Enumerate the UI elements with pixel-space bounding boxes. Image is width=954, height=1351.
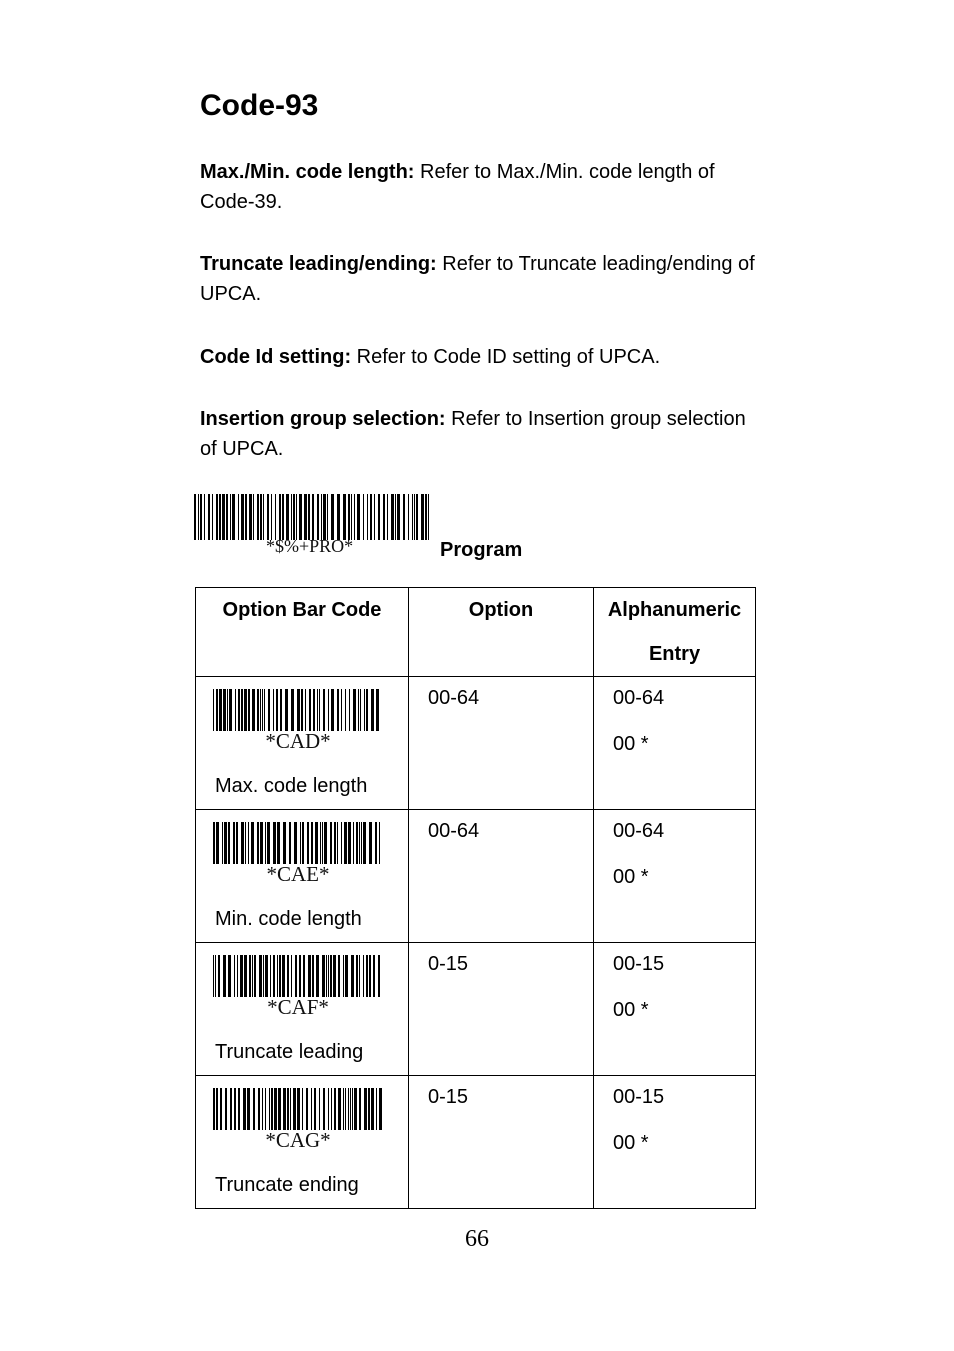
barcode-bar — [264, 689, 265, 731]
barcode-bar — [208, 494, 210, 540]
barcode-bar — [249, 955, 251, 997]
barcode-bar — [223, 955, 226, 997]
barcode-bar — [267, 494, 269, 540]
barcode-bar — [248, 822, 249, 864]
barcode-bar — [307, 822, 309, 864]
barcode-bar — [301, 689, 303, 731]
table-row — [196, 677, 756, 810]
barcode-bar — [212, 494, 213, 540]
barcode-bar — [319, 1088, 320, 1130]
barcode-bar — [344, 822, 347, 864]
barcode-bar — [379, 822, 380, 864]
barcode-bar — [343, 1088, 344, 1130]
barcode-bar — [251, 822, 254, 864]
barcode-bar — [366, 689, 368, 731]
paragraph-text: Refer to Truncate leading/ending of UPCA. — [200, 253, 755, 305]
barcode-bar — [369, 955, 371, 997]
barcode-bar — [371, 689, 374, 731]
barcode-bar — [280, 689, 282, 731]
barcode-bar — [213, 689, 214, 731]
alpha-default: 00 * — [613, 999, 649, 1021]
barcode-bar — [351, 494, 352, 540]
barcode-bar — [260, 689, 261, 731]
barcode-bar — [315, 822, 318, 864]
option-description: Truncate leading — [215, 1041, 364, 1063]
barcode-bar — [265, 1088, 266, 1130]
barcode-bar — [358, 689, 359, 731]
alpha-range: 00-64 — [613, 687, 665, 709]
barcode-bar — [227, 689, 228, 731]
barcode-bar — [376, 1088, 377, 1130]
barcode-bar — [244, 689, 247, 731]
barcode-bar — [258, 1088, 260, 1130]
barcode-bar — [216, 689, 218, 731]
barcode-bar — [364, 1088, 367, 1130]
barcode-bar — [337, 822, 338, 864]
barcode-bar — [276, 689, 278, 731]
barcode-bar — [308, 494, 310, 540]
barcode-bar — [383, 494, 385, 540]
barcode-bar — [356, 822, 358, 864]
barcode-bar — [267, 822, 270, 864]
barcode-bar — [290, 1088, 291, 1130]
header-option: Option — [409, 588, 594, 677]
option-barcode-text: *CAF* — [267, 995, 329, 1019]
barcode-bar — [286, 494, 289, 540]
barcode-bar — [323, 689, 325, 731]
barcode-bar — [316, 955, 319, 997]
barcode-bar — [334, 822, 336, 864]
barcode-bar — [260, 494, 262, 540]
barcode-bar — [331, 689, 334, 731]
barcode-bar — [252, 689, 255, 731]
barcode-bar — [285, 689, 288, 731]
table-row — [196, 810, 756, 943]
barcode-bar — [271, 494, 272, 540]
barcode-bar — [241, 822, 244, 864]
paragraph-label: Code Id setting: — [200, 346, 352, 368]
barcode-bar — [375, 822, 377, 864]
barcode-bar — [237, 955, 238, 997]
program-barcode-block — [194, 494, 534, 564]
barcode-bar — [244, 955, 247, 997]
barcode-bar — [295, 955, 297, 997]
barcode-bar — [224, 822, 227, 864]
barcode-bar — [338, 1088, 341, 1130]
barcode-bar — [238, 689, 240, 731]
option-barcode-cell — [196, 810, 408, 942]
barcode-bar — [311, 1088, 312, 1130]
barcode-bar — [364, 689, 365, 731]
barcode-bar — [366, 955, 368, 997]
barcode-bar — [327, 494, 328, 540]
barcode-bar — [216, 494, 218, 540]
alpha-default: 00 * — [613, 866, 649, 888]
barcode-bar — [257, 822, 259, 864]
barcode-bar — [367, 494, 368, 540]
barcode-bar — [357, 494, 360, 540]
option-barcode-text: *CAE* — [266, 862, 330, 886]
barcode-bar — [291, 955, 292, 997]
barcode-bar — [324, 822, 327, 864]
barcode-bar — [368, 1088, 370, 1130]
barcode-bar — [277, 955, 278, 997]
barcode-bar — [354, 1088, 357, 1130]
barcode-bar — [348, 494, 350, 540]
barcode-bar — [219, 689, 222, 731]
barcode-bar — [343, 955, 344, 997]
barcode-bar — [248, 689, 250, 731]
paragraph-text: Refer to Code ID setting of UPCA. — [351, 346, 661, 368]
option-barcode — [213, 822, 383, 864]
table-row — [196, 1076, 756, 1209]
barcode-bar — [233, 822, 235, 864]
alpha-range: 00-15 — [613, 953, 665, 975]
barcode-bar — [253, 1088, 255, 1130]
barcode-bar — [249, 494, 252, 540]
barcode-bar — [234, 1088, 236, 1130]
barcode-bar — [245, 494, 247, 540]
barcode-bar — [213, 822, 215, 864]
barcode-bar — [328, 1088, 329, 1130]
option-value: 00-64 — [409, 677, 594, 810]
barcode-bar — [215, 955, 216, 997]
barcode-bar — [222, 822, 223, 864]
paragraph-insertion-group — [200, 404, 760, 464]
barcode-bar — [198, 494, 199, 540]
barcode-bar — [228, 822, 230, 864]
barcode-bar — [226, 494, 228, 540]
barcode-bar — [218, 955, 220, 997]
barcode-bar — [287, 955, 289, 997]
barcode-bar — [428, 494, 429, 540]
barcode-bar — [297, 689, 300, 731]
barcode-bar — [311, 822, 313, 864]
barcode-bar — [225, 1088, 227, 1130]
alpha-default: 00 * — [613, 733, 649, 755]
page-number: 66 — [465, 1226, 489, 1252]
barcode-bar — [277, 822, 280, 864]
barcode-bar — [397, 494, 400, 540]
barcode-bar — [297, 1088, 300, 1130]
barcode-bar — [378, 955, 380, 997]
barcode-bar — [408, 494, 409, 540]
barcode-bar — [374, 494, 375, 540]
barcode-bar — [395, 494, 396, 540]
barcode-bar — [370, 494, 372, 540]
barcode-bar — [273, 955, 275, 997]
barcode-bar — [296, 494, 297, 540]
barcode-bar — [271, 1088, 273, 1130]
barcode-bar — [378, 494, 380, 540]
barcode-bar — [337, 689, 339, 731]
barcode-bar — [287, 1088, 289, 1130]
barcode-bar — [302, 822, 304, 864]
barcode-bar — [359, 1088, 361, 1130]
program-barcode-text: *$%+PRO* — [266, 536, 354, 556]
paragraph-label: Insertion group selection: — [200, 408, 446, 430]
barcode-bar — [343, 494, 346, 540]
barcode-bar — [320, 822, 321, 864]
barcode-bar — [308, 955, 311, 997]
barcode-bar — [299, 494, 302, 540]
barcode-bar — [359, 955, 360, 997]
paragraph-truncate — [200, 249, 760, 309]
barcode-bar — [283, 1088, 286, 1130]
barcode-bar — [345, 955, 348, 997]
barcode-bar — [223, 689, 226, 731]
barcode-bar — [333, 955, 336, 997]
option-barcode-cell — [196, 1076, 408, 1208]
barcode-bar — [338, 955, 340, 997]
barcode-bar — [348, 822, 351, 864]
header-option-bar-code: Option Bar Code — [196, 588, 409, 677]
barcode-bar — [216, 822, 219, 864]
barcode-bar — [322, 955, 325, 997]
barcode-bar — [326, 955, 327, 997]
barcode-bar — [330, 822, 332, 864]
paragraph-label: Truncate leading/ending: — [200, 253, 437, 275]
barcode-bar — [300, 822, 301, 864]
barcode-bar — [403, 494, 405, 540]
paragraph-code-id — [200, 342, 760, 372]
option-description: Max. code length — [215, 775, 368, 797]
alphanumeric-entry-cell — [594, 1076, 756, 1209]
option-value: 00-64 — [409, 810, 594, 943]
barcode-bar — [294, 822, 297, 864]
option-value: 0-15 — [409, 943, 594, 1076]
barcode-bar — [345, 1088, 346, 1130]
barcode-bar — [359, 822, 360, 864]
program-barcode — [194, 494, 430, 540]
barcode-bar — [313, 689, 315, 731]
barcode-bar — [216, 1088, 218, 1130]
barcode-bar — [241, 494, 244, 540]
barcode-bar — [291, 494, 292, 540]
barcode-bar — [213, 955, 214, 997]
barcode-bar — [273, 822, 276, 864]
barcode-bar — [220, 1088, 222, 1130]
barcode-bar — [414, 494, 415, 540]
option-barcode — [213, 689, 383, 731]
option-barcode — [213, 1088, 383, 1130]
option-barcode-text: *CAD* — [265, 729, 331, 753]
alphanumeric-entry-cell — [594, 943, 756, 1076]
barcode-bar — [232, 494, 235, 540]
barcode-bar — [230, 1088, 232, 1130]
barcode-bar — [273, 689, 274, 731]
table-header-row — [196, 588, 756, 677]
barcode-bar — [275, 494, 276, 540]
barcode-bar — [341, 689, 342, 731]
barcode-bar — [219, 494, 221, 540]
barcode-bar — [363, 955, 364, 997]
barcode-bar — [283, 822, 286, 864]
barcode-bar — [351, 955, 354, 997]
barcode-bar — [312, 955, 314, 997]
barcode-bar — [350, 1088, 351, 1130]
barcode-bar — [317, 494, 319, 540]
barcode-bar — [293, 494, 295, 540]
barcode-bar — [373, 955, 375, 997]
barcode-bar — [245, 822, 246, 864]
option-description: Truncate ending — [215, 1174, 359, 1196]
barcode-bar — [241, 689, 243, 731]
barcode-bar — [234, 955, 235, 997]
table-row — [196, 943, 756, 1076]
barcode-bar — [269, 1088, 270, 1130]
barcode-bar — [391, 494, 394, 540]
option-barcode-text: *CAG* — [265, 1128, 331, 1152]
barcode-bar — [387, 494, 388, 540]
option-description: Min. code length — [215, 908, 362, 930]
barcode-bar — [309, 689, 311, 731]
option-value: 0-15 — [409, 1076, 594, 1209]
barcode-bar — [260, 822, 263, 864]
barcode-bar — [360, 689, 361, 731]
paragraph-label: Max./Min. code length: — [200, 161, 415, 183]
barcode-bar — [312, 494, 314, 540]
barcode-bar — [230, 494, 231, 540]
barcode-bar — [412, 494, 413, 540]
barcode-bar — [236, 822, 238, 864]
barcode-bar — [371, 1088, 374, 1130]
barcode-bar — [213, 1088, 215, 1130]
barcode-bar — [319, 689, 320, 731]
barcode-bar — [282, 494, 284, 540]
barcode-bar — [376, 689, 379, 731]
barcode-bar — [303, 955, 305, 997]
barcode-bar — [302, 1088, 303, 1130]
option-barcode-cell — [196, 943, 408, 1075]
barcode-bar — [379, 1088, 382, 1130]
barcode-bar — [331, 494, 334, 540]
barcode-bar — [314, 1088, 316, 1130]
barcode-bar — [235, 689, 236, 731]
barcode-bar — [222, 494, 225, 540]
barcode-bar — [240, 955, 243, 997]
barcode-bar — [289, 822, 291, 864]
page-title: Code-93 — [200, 89, 319, 122]
barcode-bar — [270, 955, 271, 997]
barcode-bar — [200, 494, 202, 540]
program-label: Program — [440, 539, 523, 561]
barcode-bar — [282, 955, 285, 997]
barcode-bar — [425, 494, 427, 540]
barcode-bar — [334, 1088, 336, 1130]
barcode-bar — [323, 1088, 325, 1130]
barcode-bar — [354, 494, 355, 540]
barcode-bar — [279, 494, 281, 540]
barcode-bar — [299, 955, 301, 997]
barcode-bar — [353, 689, 356, 731]
paragraph-max-min-length — [200, 157, 760, 217]
paragraph-text: Refer to Max./Min. code length of Code-39. — [200, 161, 715, 213]
barcode-bar — [348, 1088, 349, 1130]
barcode-bar — [321, 494, 322, 540]
barcode-bar — [361, 822, 362, 864]
alpha-default: 00 * — [613, 1132, 649, 1154]
barcode-bar — [293, 1088, 296, 1130]
barcode-bar — [304, 494, 307, 540]
barcode-bar — [353, 822, 354, 864]
alphanumeric-entry-cell — [594, 810, 756, 943]
barcode-bar — [323, 494, 326, 540]
barcode-bar — [356, 955, 358, 997]
barcode-bar — [262, 689, 263, 731]
barcode-bar — [331, 1088, 332, 1130]
barcode-bar — [194, 494, 196, 540]
barcode-bar — [257, 689, 259, 731]
barcode-bar — [363, 822, 366, 864]
barcode-bar — [265, 822, 266, 864]
barcode-bar — [421, 494, 424, 540]
barcode-bar — [268, 689, 270, 731]
header-alphanumeric-entry: Alphanumeric Entry — [594, 588, 756, 677]
barcode-bar — [254, 955, 256, 997]
barcode-bar — [259, 955, 262, 997]
alpha-range: 00-64 — [613, 820, 665, 842]
barcode-bar — [322, 822, 323, 864]
alphanumeric-entry-cell — [594, 677, 756, 810]
barcode-bar — [253, 494, 254, 540]
option-barcode-cell — [196, 677, 408, 809]
barcode-bar — [306, 1088, 308, 1130]
barcode-bar — [265, 955, 268, 997]
options-table — [195, 587, 756, 1209]
barcode-bar — [278, 1088, 281, 1130]
barcode-bar — [279, 955, 281, 997]
barcode-bar — [238, 494, 239, 540]
barcode-bar — [263, 955, 264, 997]
barcode-bar — [317, 689, 318, 731]
barcode-bar — [274, 1088, 277, 1130]
barcode-bar — [341, 822, 342, 864]
barcode-bar — [257, 494, 259, 540]
barcode-bar — [252, 955, 253, 997]
barcode-bar — [204, 494, 205, 540]
barcode-bar — [229, 689, 232, 731]
barcode-bar — [369, 822, 372, 864]
barcode-bar — [416, 494, 418, 540]
barcode-bar — [262, 1088, 263, 1130]
barcode-bar — [330, 955, 332, 997]
barcode-bar — [352, 1088, 353, 1130]
barcode-bar — [247, 1088, 250, 1130]
alpha-range: 00-15 — [613, 1086, 665, 1108]
barcode-bar — [228, 955, 231, 997]
barcode-bar — [243, 1088, 246, 1130]
barcode-bar — [328, 955, 329, 997]
barcode-bar — [291, 689, 294, 731]
barcode-bar — [363, 494, 364, 540]
barcode-bar — [263, 494, 264, 540]
barcode-bar — [328, 689, 329, 731]
barcode-bar — [337, 494, 340, 540]
barcode-bar — [345, 689, 346, 731]
barcode-bar — [349, 689, 350, 731]
barcode-bar — [238, 1088, 240, 1130]
barcode-bar — [305, 689, 306, 731]
paragraph-text: Refer to Insertion group selection of UPCA. — [200, 408, 746, 460]
option-barcode — [213, 955, 383, 997]
